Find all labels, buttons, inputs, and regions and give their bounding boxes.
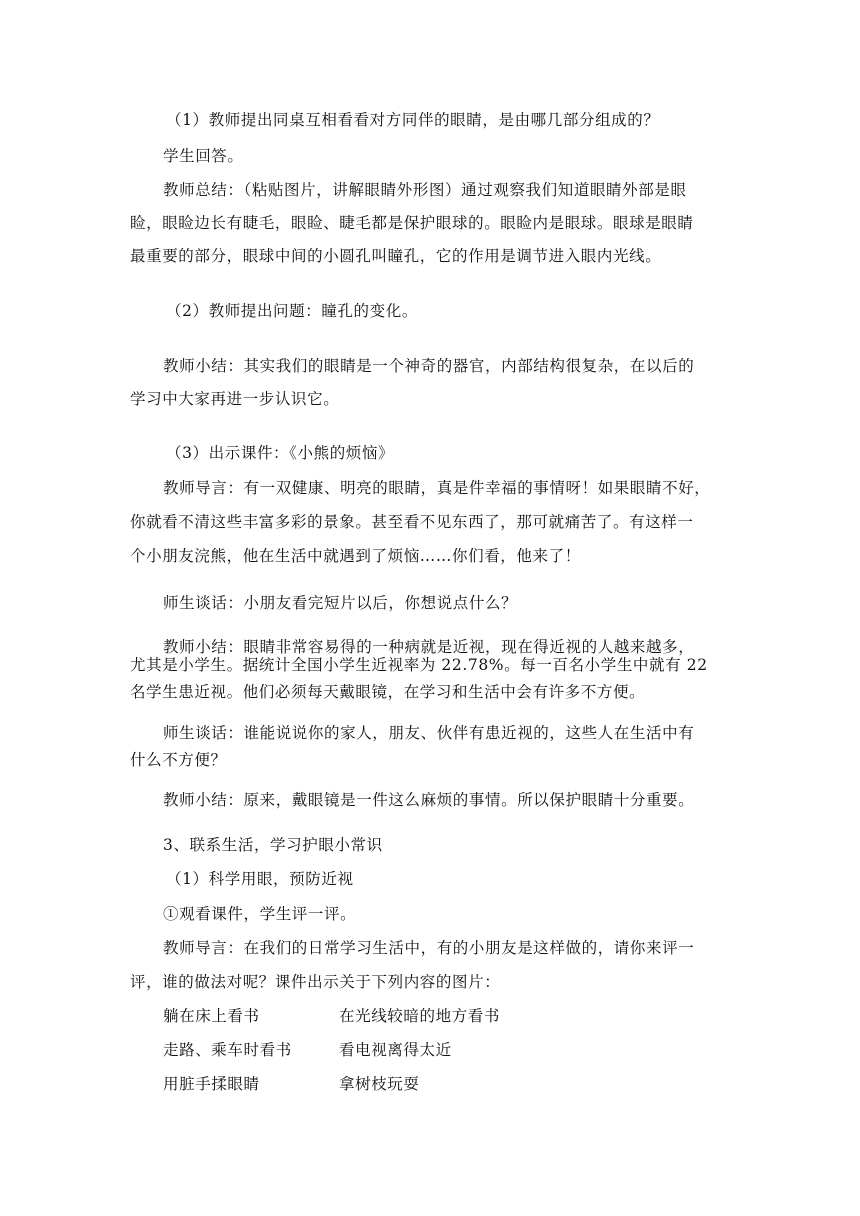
paragraph-line: 教师导言：在我们的日常学习生活中，有的小朋友是这样做的，请你来评一	[163, 939, 695, 957]
paragraph-line: 教师导言：有一双健康、明亮的眼睛，真是件幸福的事情呀！如果眼睛不好，	[163, 479, 711, 497]
paragraph-line: 师生谈话：小朋友看完短片以后，你想说点什么？	[163, 594, 518, 612]
paragraph-line: 尤其是小学生。据统计全国小学生近视率为 22.78%。每一百名小学生中就有 22	[130, 656, 708, 674]
paragraph-line: （3）出示课件：《小熊的烦恼》	[166, 444, 395, 462]
paragraph-line: 名学生患近视。他们必须每天戴眼镜，在学习和生活中会有许多不方便。	[130, 683, 646, 701]
paragraph-line: 教师小结：其实我们的眼睛是一个神奇的器官，内部结构很复杂，在以后的	[163, 357, 695, 375]
paragraph-line: 教师小结：眼睛非常容易得的一种病就是近视，现在得近视的人越来越多，	[163, 638, 695, 656]
picture-item: 躺在床上看书	[163, 1007, 260, 1025]
paragraph-line: （2）教师提出问题：瞳孔的变化。	[166, 302, 418, 320]
picture-item: 用脏手揉眼睛	[163, 1075, 260, 1093]
picture-item: 在光线较暗的地方看书	[339, 1007, 501, 1025]
paragraph-line: 教师小结：原来，戴眼镜是一件这么麻烦的事情。所以保护眼睛十分重要。	[163, 791, 695, 809]
paragraph-line: ①观看课件，学生评一评。	[163, 905, 357, 923]
picture-item: 走路、乘车时看书	[163, 1041, 292, 1059]
section-heading: 3、联系生活，学习护眼小常识	[163, 836, 383, 854]
paragraph-line: 师生谈话：谁能说说你的家人，朋友、伙伴有患近视的，这些人在生活中有	[163, 724, 695, 742]
paragraph-line: （1）教师提出同桌互相看看对方同伴的眼睛，是由哪几部分组成的？	[166, 111, 660, 129]
paragraph-line: 你就看不清这些丰富多彩的景象。甚至看不见东西了，那可就痛苦了。有这样一	[130, 513, 694, 531]
paragraph-line: 睑，眼睑边长有睫毛，眼睑、睫毛都是保护眼球的。眼睑内是眼球。眼球是眼睛	[130, 214, 694, 232]
paragraph-line: 个小朋友浣熊，他在生活中就遇到了烦恼……你们看，他来了！	[130, 547, 581, 565]
subsection-heading: （1）科学用眼，预防近视	[166, 870, 354, 888]
paragraph-line: 学习中大家再进一步认识它。	[130, 390, 340, 408]
paragraph-line: 最重要的部分，眼球中间的小圆孔叫瞳孔，它的作用是调节进入眼内光线。	[130, 247, 662, 265]
paragraph-line: 什么不方便？	[130, 751, 227, 769]
paragraph-line: 评，谁的做法对呢？课件出示关于下列内容的图片：	[130, 973, 501, 991]
paragraph-line: 教师总结：（粘贴图片，讲解眼睛外形图）通过观察我们知道眼睛外部是眼	[163, 181, 687, 199]
paragraph-line: 学生回答。	[163, 147, 244, 165]
picture-item: 拿树枝玩耍	[339, 1075, 420, 1093]
picture-item: 看电视离得太近	[339, 1041, 452, 1059]
